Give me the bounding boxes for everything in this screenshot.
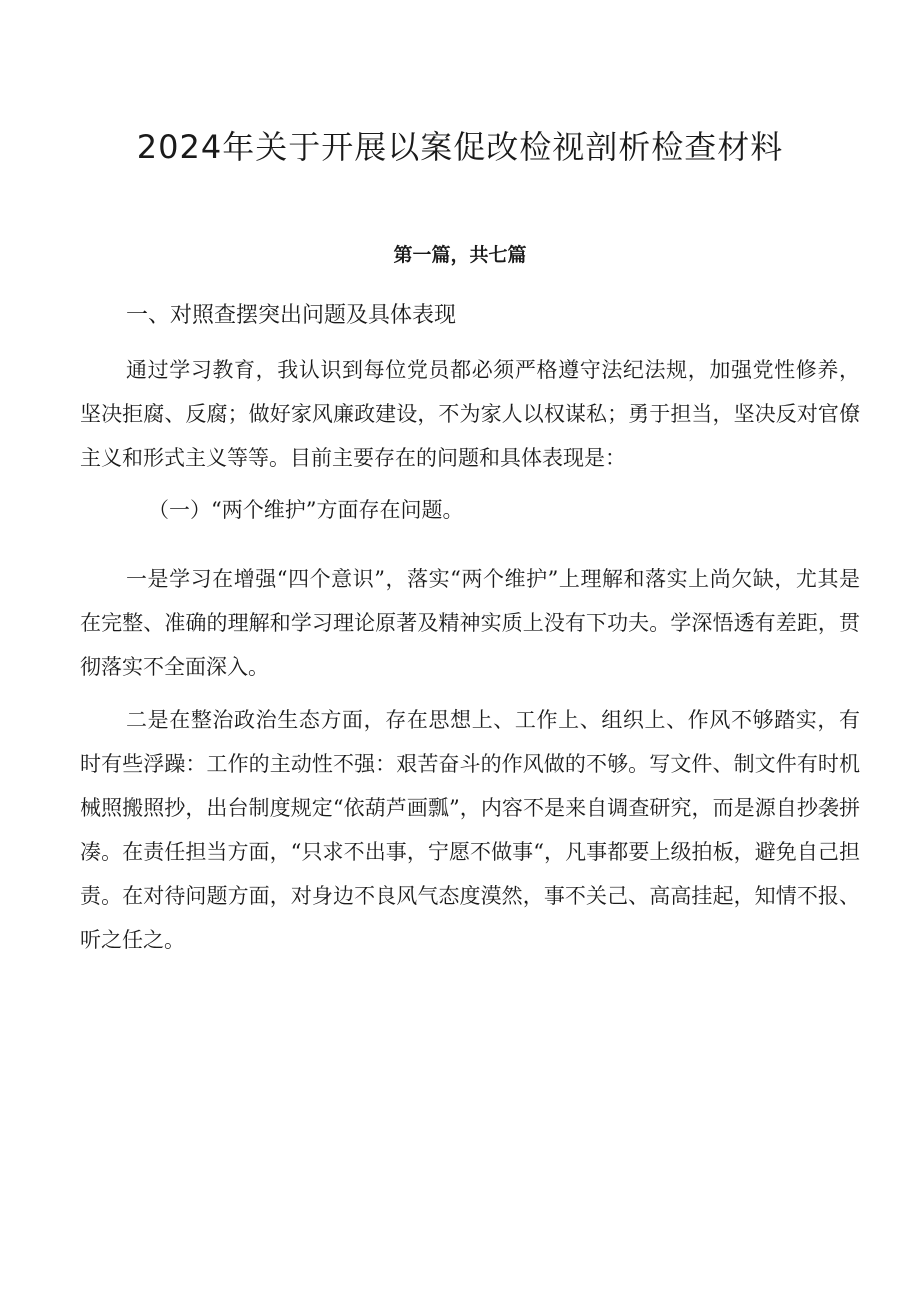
subheading-two-safeguards: （一）“两个维护”方面存在问题。 bbox=[148, 498, 464, 522]
intro-paragraph: 通过学习教育，我认识到每位党员都必须严格遵守法纪法规，加强党性修养，坚决拒腐、反腐；做好家风廉政建设，不为家人以权谋私；勇于担当，坚决反对官僚主义和形式主义等等。目前主要存在的问题和具体表现是： bbox=[80, 358, 860, 470]
paragraph-two: 二是在整治政治生态方面，存在思想上、工作上、组织上、作风不够踏实，有时有些浮躁：工作的主动性不强：艰苦奋斗的作风做的不够。写文件、制文件有时机械照搬照抄，出台制度规定“依葫芦画瓢”，内容不是来自调查研究，而是源自抄袭拼凑。在责任担当方面，“只求不出事，宁愿不做事“，凡事都要上级拍板，避免自己担责。在对待问题方面，对身边不良风气态度漠然，事不关己、高高挂起，知情不报、听之任之。 bbox=[80, 708, 860, 952]
section-heading: 一、对照查摆突出问题及具体表现 bbox=[126, 303, 457, 328]
paragraph-one: 一是学习在增强“四个意识”，落实“两个维护”上理解和落实上尚欠缺，尤其是在完整、准确的理解和学习理论原著及精神实质上没有下功夫。学深悟透有差距，贯彻落实不全面深入。 bbox=[80, 567, 860, 679]
document-title: 2024年关于开展以案促改检视剖析检查材料 bbox=[136, 128, 784, 166]
part-label: 第一篇，共七篇 bbox=[393, 244, 527, 266]
